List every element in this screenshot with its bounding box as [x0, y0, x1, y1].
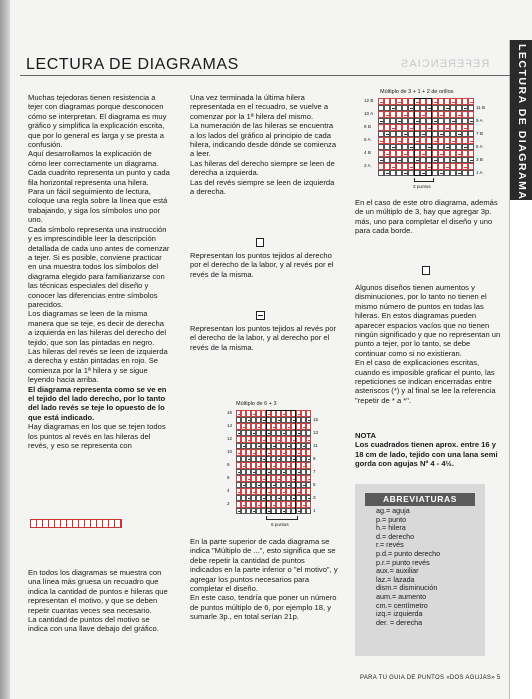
paragraph: Cada símbolo representa una instrucción y es imprescindible leer la descripción detallada de cada uno antes de comenzar a tejer. Si es posible, conviene practicar en una muestra todos los símbolos del diagrama elegido para familiarizarse con las técnicas especiales del diseño y conocer las diferencias entre símbolos parecidos.	[28, 224, 170, 309]
paragraph: En este caso, tendría que poner un número de puntos múltiplo de 6, por ejemplo 18, y sumarle 3p., en total serían 21p.	[190, 593, 337, 622]
title-rule	[20, 75, 510, 76]
purl-stitch-symbol	[256, 311, 265, 320]
repeat-brace	[266, 516, 298, 520]
paragraph: Cada cuadrito representa un punto y cada fila horizontal representa una hilera.	[28, 168, 170, 187]
paragraph: En el caso de este otro diagrama, además de un múltiplo de 3, hay que agregar 3p. más, uno para completar el diseño y uno para cada borde.	[355, 198, 498, 236]
row-number-right: 9 A	[476, 117, 483, 123]
paragraph: Muchas tejedoras tienen resistencia a tejer con diagramas porque desconocen cómo se interpretan. El diagrama es muy gráfico y simplifica la explicación escrita, que por lo general es larga y se presta a confusión.	[28, 93, 167, 150]
column-3-middle	[355, 283, 503, 405]
column-1-bottom	[28, 568, 170, 634]
repeat-brace-label: 3 puntos	[413, 184, 431, 189]
paragraph: Las del revés siempre se leen de izquierda a derecha.	[190, 177, 335, 197]
row-number-left: 2 A	[364, 163, 371, 168]
paragraph: Hay diagramas en los que se tejen todos los puntos al revés en las hileras del revés, y eso se representa con	[28, 422, 166, 451]
empty-square-symbol	[422, 266, 430, 275]
row-number-right: 5 A	[476, 143, 483, 149]
repeat-brace	[414, 178, 434, 182]
column-1	[28, 93, 170, 450]
diagram-2-title: Múltiplo de 3 + 1 + 2 de orillos	[380, 89, 454, 95]
grid-cell	[306, 508, 311, 515]
paragraph: En la parte superior de cada diagrama se indica "Múltiplo de ...", esto significa que se debe repetir la cantidad de puntos indicados en la parte inferior o "el motivo", y agregar los puntos necesarios para completar el diseño.	[190, 537, 338, 594]
row-number-left: 8 B	[364, 124, 371, 129]
row-number-right: 9	[313, 455, 316, 461]
paragraph: En el caso de explicaciones escritas, cuando es imposible graficar el punto, las repeticiones se indican encerradas entre asteriscos (*) y al final se lee la referencia "repetir de * a *".	[355, 358, 496, 405]
paragraph: Algunos diseños tienen aumentos y disminuciones, por lo tanto no tienen el mismo número de puntos en todas las hileras. En estos diagramas pueden aparecer espacios vacíos que no tienen ningún significado y que no representan un punto a tejer, por lo tanto, se debe continuar como si no existieran.	[355, 283, 501, 358]
binding-gutter	[0, 0, 10, 699]
row-number-left: 10 A	[364, 111, 374, 116]
show-through-text: REFERENCIAS	[400, 58, 490, 70]
row-number-right: 11	[313, 442, 318, 448]
abbreviation-item: dism.= disminución	[376, 583, 438, 593]
knit-stitch-symbol	[256, 238, 264, 247]
grid-cell	[468, 170, 474, 177]
nota-text: Los cuadrados tienen aprox. entre 16 y 18 cm de lado, tejido con una lana semi gorda con agujas Nº 4 - 4½.	[355, 440, 498, 469]
abbreviation-item: laz.= lazada	[376, 574, 415, 584]
abbreviation-item: p.d.= punto derecho	[376, 548, 441, 558]
abbreviation-item: p.r.= punto revés	[376, 557, 430, 567]
row-number-left: 12	[227, 436, 233, 441]
abbreviation-item: cm.= centímetro	[376, 600, 428, 610]
row-number-right: 1	[313, 507, 316, 513]
row-number-right: 13	[313, 429, 319, 435]
paragraph: Para un fácil seguimiento de lectura, coloque una regla sobre la línea que está trabajando, y siga los símbolos uno por uno.	[28, 187, 168, 225]
paragraph: La numeración de las hileras se encuentra a los lados del gráfico al principio de cada hilera, indicando desde dónde se comienza a leer.	[190, 121, 337, 159]
paragraph: Una vez terminada la última hilera representada en el recuadro, se vuelve a comenzar por la 1ª hilera del mismo.	[190, 93, 329, 121]
paragraph: La cantidad de puntos del motivo se indica con una llave debajo del gráfico.	[28, 615, 159, 634]
page-footer: PARA TU GUIA DE PUNTOS «DOS AGUJAS» 5	[360, 675, 501, 681]
column-2-bottom	[190, 537, 338, 622]
abbreviation-item: r.= revés	[376, 540, 404, 550]
row-number-right: 3 B	[476, 156, 483, 162]
motif-repeat-frame	[414, 98, 432, 176]
row-number-right: 7	[313, 468, 316, 474]
abbreviation-item: der. = derecha	[376, 617, 423, 627]
repeat-brace-label: 6 puntos	[271, 522, 289, 527]
nota-section	[355, 431, 503, 469]
row-number-left: 10	[227, 449, 233, 454]
abbreviation-item: izq.= izquierda	[376, 609, 423, 619]
abbreviation-item: aux.= auxiliar	[376, 566, 419, 576]
purl-symbol-description	[190, 324, 338, 352]
bold-paragraph: El diagrama representa como se ve en el tejido del lado derecho, por lo tanto del lado revés se teje lo opuesto de lo que está indicado.	[28, 384, 167, 422]
abbreviation-item: d.= derecho	[376, 531, 415, 541]
abbreviations-list	[376, 507, 440, 627]
row-number-right: 11 B	[476, 104, 486, 110]
row-number-left: 6	[227, 475, 230, 480]
abbreviation-item: h.= hilera	[376, 523, 406, 533]
page-title: LECTURA DE DIAGRAMAS	[26, 56, 239, 73]
motif-repeat-frame	[266, 410, 296, 514]
paragraph: En todos los diagramas se muestra con una línea más gruesa un recuadro que indica la cantidad de puntos e hileras que representan el motivo, y que se deben repetir cuantas veces sea necesario.	[28, 568, 168, 615]
paragraph: Aquí desarrollamos la explicación de cómo leer correctamente un diagrama.	[28, 149, 159, 168]
row-number-left: 4	[227, 488, 230, 493]
row-number-left: 6 A	[364, 137, 371, 142]
row-number-right: 7 B	[476, 130, 483, 136]
purl-row-symbol-strip	[30, 519, 122, 528]
abbreviations-title: ABREVIATURAS	[365, 493, 475, 506]
paragraph: Representan los puntos tejidos al derecho por el derecho de la labor, y al revés por el revés de la misma.	[190, 251, 334, 279]
paragraph: Las hileras del derecho siempre se leen de derecha a izquierda.	[190, 158, 335, 178]
row-number-left: 12 B	[364, 98, 374, 103]
nota-title: NOTA	[355, 431, 376, 440]
paragraph: Las hileras del revés se leen de izquierda a derecha y están pintadas en rojo. Se comienza por la 1ª hilera y se sigue leyendo hacia arriba.	[28, 346, 168, 385]
column-3	[355, 198, 503, 236]
abbreviation-item: p.= punto	[376, 514, 407, 524]
knit-symbol-description	[190, 251, 338, 279]
column-2	[190, 93, 338, 196]
row-number-right: 3	[313, 494, 316, 500]
row-number-left: 2	[227, 501, 230, 506]
diagram-1-title: Múltiplo de 6 + 3	[236, 401, 277, 407]
paragraph: Representan los puntos tejidos al revés por el derecho de la labor, y al derecho por el revés de la misma.	[190, 324, 337, 352]
row-number-left: 16	[227, 410, 233, 415]
row-number-right: 15	[313, 416, 319, 422]
paragraph: Los diagramas se leen de la misma manera que se teje, es decir de derecha a izquierda en las hileras del derecho del tejido, que son las pintadas en negro.	[28, 309, 167, 347]
abbreviation-item: aum.= aumento	[376, 591, 427, 601]
row-number-right: 5	[313, 481, 316, 487]
row-number-right: 1 A	[476, 169, 483, 175]
abbreviation-item: ag.= aguja	[376, 506, 410, 515]
row-number-left: 8	[227, 462, 230, 467]
row-number-left: 4 B	[364, 150, 371, 155]
sidebar-label: LECTURA DE DIAGRAMAS	[516, 44, 528, 209]
row-number-left: 14	[227, 423, 233, 428]
